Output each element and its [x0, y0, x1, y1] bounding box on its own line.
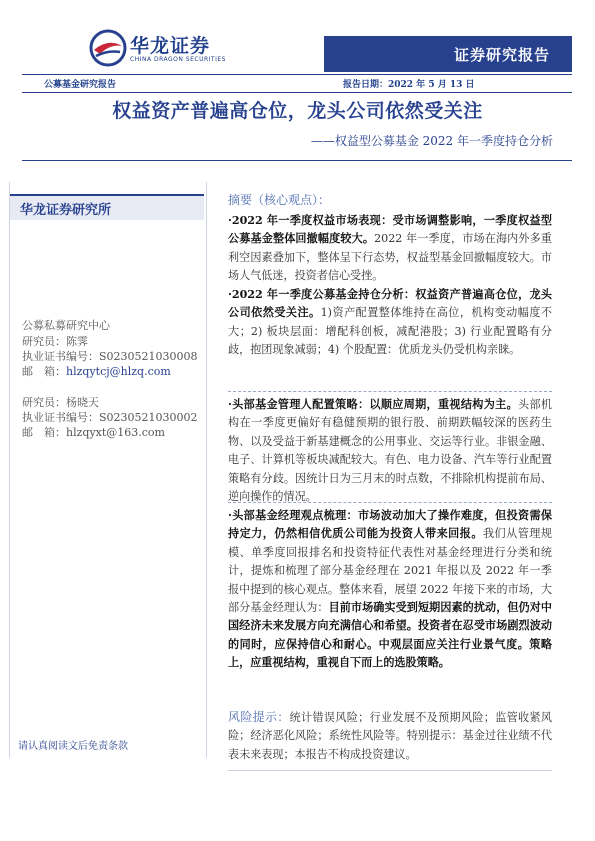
analyst-1-email-row	[22, 363, 171, 379]
risk-warning	[228, 708, 552, 764]
dragon-logo-icon	[88, 28, 128, 68]
point-4-heading: ·头部基金经理观点梳理：市场波动加大了操作难度，但投资需保持定力，仍然相信优质公司能为投资人带来回报。	[228, 509, 552, 541]
analyst-2-cert: 执业证书编号：S0230521030002	[22, 411, 198, 424]
summary-point-4	[228, 507, 552, 673]
page-subtitle: ——权益型公募基金 2022 年一季度持仓分析	[310, 134, 553, 148]
point-2-text: 1)资产配置整体维持在高位，机构变动幅度不大；2) 板块层面：增配科创板，减配港股；3) 行业配置略有分歧，抱团现象减弱；4) 个股配置：优质龙头仍受机构亲睐。	[228, 306, 552, 357]
analyst-1-email[interactable]: hlzqytcj@hlzq.com	[66, 365, 171, 378]
header-divider	[22, 74, 572, 75]
point-4-text: 我们从管理规模、单季度回报排名和投资特征代表性对基金经理进行分类和统计，提炼和梳理了部分基金经理在 2021 年报以及 2022 年一季报中提到的核心观点。整体来看，展望 2022 年接下来的市场，大部分基金经理认为：	[228, 527, 552, 615]
report-category: 公募基金研究报告	[44, 80, 117, 90]
risk-text: 统计错误风险；行业发展不及预期风险；监管收紧风险；经济恶化风险；系统性风险等。特别提示：基金过往业绩不代表未来表现；本报告不构成投资建议。	[228, 711, 552, 761]
logo-text-cn: 华龙证券	[130, 35, 211, 57]
point-4-conclusion: 目前市场确实受到短期因素的扰动，但仍对中国经济未来发展方向充满信心和希望。投资者在忍受市场剧烈波动的同时，应保持信心和耐心。中观层面应关注行业景气度。策略上，应重视结构，重视自下而上的选股策略。	[228, 601, 552, 670]
disclaimer-note[interactable]: 请认真阅读文后免责条款	[18, 741, 128, 752]
point-2-heading: ·2022 年一季度公募基金持仓分析：权益资产普遍高仓位，龙头公司依然受关注。	[228, 288, 552, 320]
analyst-1-name: 研究员：陈霁	[22, 335, 88, 348]
analyst-2-email[interactable]: hlzqyxt@163.com	[66, 426, 165, 439]
title-divider	[22, 160, 572, 161]
point-3-heading: ·头部基金管理人配置策略：以顺应周期，重视结构为主。	[228, 398, 519, 411]
company-logo	[88, 28, 228, 68]
point-1-heading: ·2022 年一季度权益市场表现：受市场调整影响，一季度权益型公募基金整体回撤幅度较大。	[228, 214, 552, 246]
logo-text-en: CHINA DRAGON SECURITIES	[130, 56, 226, 63]
bottom-divider	[228, 770, 552, 771]
section-divider	[228, 502, 552, 503]
analyst-2-name: 研究员：杨晓天	[22, 396, 99, 409]
subheader-divider	[22, 92, 572, 93]
research-center: 公募私募研究中心	[22, 319, 110, 332]
email-label: 邮 箱：	[22, 426, 66, 439]
analyst-2-email-row	[22, 424, 165, 440]
banner-label: 证券研究报告	[453, 46, 550, 64]
report-type-banner	[324, 36, 572, 72]
page-title: 权益资产普遍高仓位，龙头公司依然受关注	[112, 100, 483, 122]
analyst-sidebar	[9, 182, 207, 758]
summary-point-2	[228, 286, 552, 360]
summary-point-3	[228, 396, 552, 506]
section-divider	[228, 391, 552, 392]
point-3-text: 头部机构在一季度更偏好有稳健预期的银行股、前期跌幅较深的医药生物、以及受益于新基建概念的公用事业、交运等行业。非银金融、电子、计算机等板块减配较大。有色、电力设备、汽车等行业配置策略有分歧。因统计日为三月末的时点数，不排除机构提前布局、逆向操作的情况。	[228, 398, 552, 504]
report-date: 报告日期：2022 年 5 月 13 日	[343, 80, 475, 90]
institute-name: 华龙证券研究所	[20, 203, 112, 218]
summary-point-1	[228, 212, 552, 286]
email-label: 邮 箱：	[22, 365, 66, 378]
risk-label: 风险提示：	[228, 710, 290, 724]
analyst-1-cert: 执业证书编号：S0230521030008	[22, 350, 198, 363]
summary-heading: 摘要（核心观点）：	[228, 193, 331, 207]
point-1-text: 2022 年一季度，市场在海内外多重利空因素叠加下，整体呈下行态势，权益型基金回撤幅度较大。市场人气低迷，投资者信心受挫。	[228, 232, 552, 283]
institute-header	[10, 194, 204, 220]
